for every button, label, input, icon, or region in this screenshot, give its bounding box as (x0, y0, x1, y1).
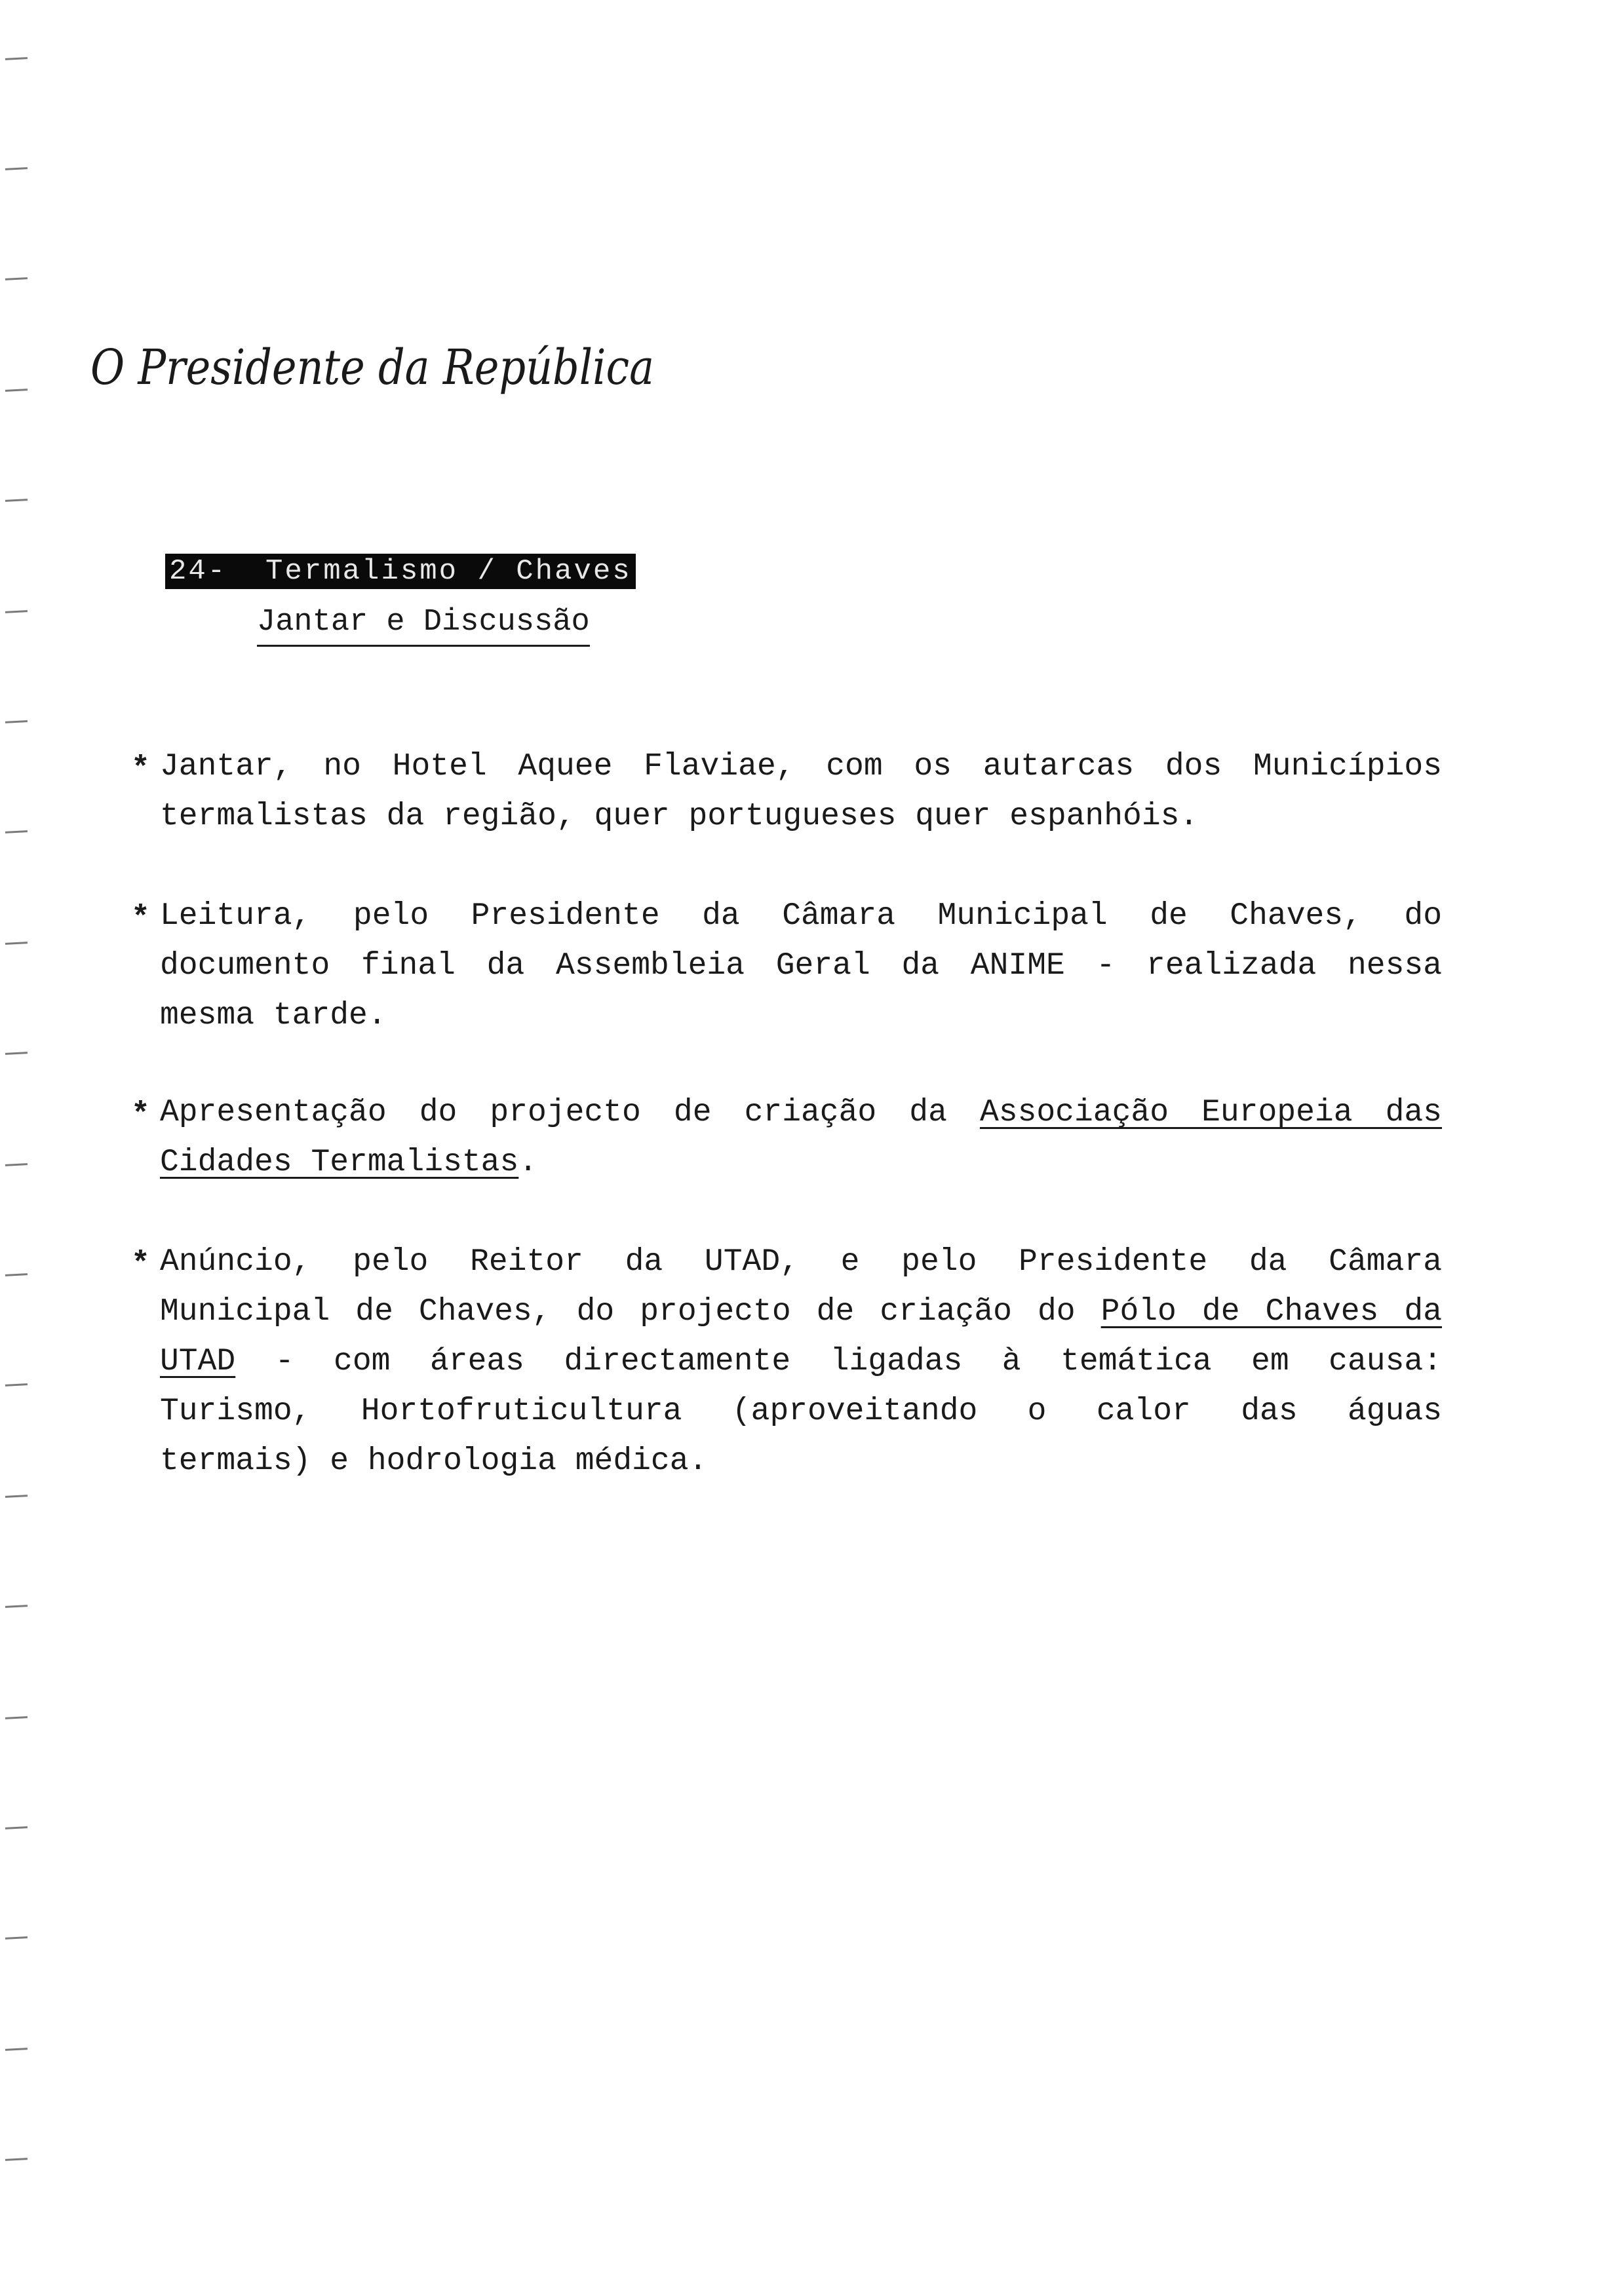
line-text: Municipal de Chaves, do projecto de criação do (160, 1294, 1101, 1330)
item-line: Anúncio, pelo Reitor da UTAD, e pelo Presidente da Câmara (160, 1244, 1442, 1280)
underlined-association-name: Associação Europeia das (979, 1095, 1442, 1130)
item-line: termais) e hodrologia médica. (160, 1444, 708, 1479)
item-line: Jantar, no Hotel Aquee Flaviae, com os autarcas dos Municípios (160, 749, 1442, 784)
bullet-asterisk: * (131, 752, 150, 787)
section-subtitle: Jantar e Discussão (257, 603, 590, 647)
line-text: Apresentação do projecto de criação da (160, 1095, 980, 1130)
item-line: termalistas da região, quer portugueses quer espanhóis. (160, 799, 1199, 834)
letterhead-script (90, 320, 680, 411)
item-line: Turismo, Hortofruticultura (aproveitando o calor das águas (160, 1394, 1442, 1429)
bullet-item-presentation (131, 1088, 1442, 1187)
page-edge-marks (5, 0, 38, 2296)
item-line (160, 1337, 1442, 1387)
bullet-asterisk: * (131, 1247, 150, 1282)
underlined-utad: UTAD (160, 1344, 236, 1379)
section-header: 24- Termalismo / Chaves (165, 554, 636, 589)
line-text: - com áreas directamente ligadas à temática em causa: (235, 1344, 1442, 1379)
bullet-item-announcement (131, 1237, 1442, 1486)
bullet-item-reading (131, 891, 1442, 1041)
letterhead-text: O Presidente da República (90, 339, 654, 396)
bullet-asterisk: * (131, 901, 150, 936)
bullet-asterisk: * (131, 1098, 150, 1133)
item-line (160, 1138, 1442, 1187)
item-line (160, 1088, 1442, 1138)
item-line (160, 1287, 1442, 1337)
item-line: Leitura, pelo Presidente da Câmara Municipal de Chaves, do (160, 898, 1442, 934)
bullet-item-dinner (131, 742, 1442, 841)
line-text: . (518, 1145, 538, 1180)
underlined-association-name-cont: Cidades Termalistas (160, 1145, 519, 1180)
item-line: documento final da Assembleia Geral da ANIME - realizada nessa (160, 948, 1442, 984)
item-line: mesma tarde. (160, 998, 387, 1033)
underlined-polo-name: Pólo de Chaves da (1100, 1294, 1442, 1330)
